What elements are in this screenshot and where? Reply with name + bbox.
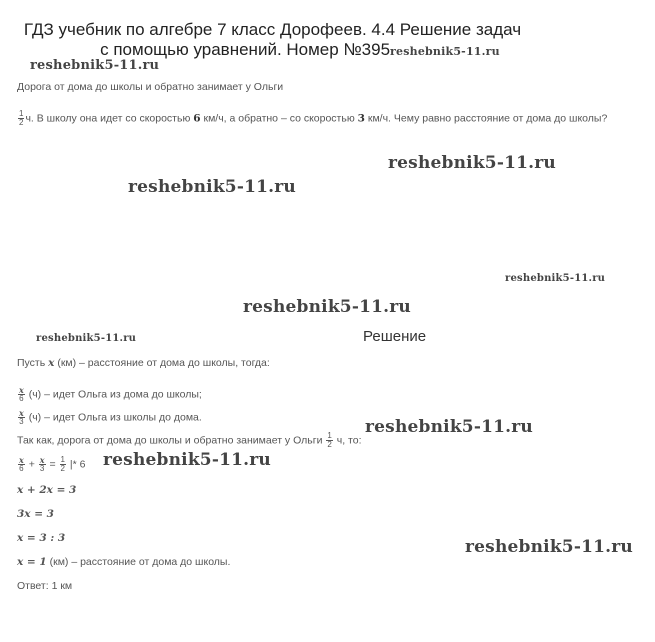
solution-step-2: $\frac{x}{3}$ (ч) – идет Ольга из школы до дома. bbox=[19, 408, 202, 426]
equation-2: x + 2x = 3 bbox=[17, 484, 77, 496]
fraction: $\frac{x}{6}$ bbox=[19, 455, 24, 473]
solution-intro: Пусть x (км) – расстояние от дома до школы, тогда: bbox=[17, 357, 270, 369]
watermark-title: reshebnik5-11.ru bbox=[390, 45, 500, 58]
fraction: $\frac{1}{2}$ bbox=[60, 455, 65, 473]
problem-line-1: Дорога от дома до школы и обратно занимает у Ольги bbox=[17, 81, 284, 93]
solution-step-1: $\frac{x}{6}$ (ч) – идет Ольга из дома до школы; bbox=[19, 385, 202, 403]
watermark-4: reshebnik5-11.ru bbox=[505, 273, 606, 284]
equation-3: 3x = 3 bbox=[17, 508, 54, 520]
equation-1: $\frac{x}{6}$ + $\frac{x}{3}$ = $\frac{1}{2}$ |* 6 bbox=[19, 455, 86, 473]
fraction: $\frac{1}{2}$ bbox=[327, 431, 332, 449]
solution-heading: Решение bbox=[363, 328, 427, 345]
fraction: $\frac{x}{3}$ bbox=[19, 408, 24, 426]
fraction: $\frac{x}{3}$ bbox=[39, 455, 45, 473]
watermark-6: reshebnik5-11.ru bbox=[36, 333, 137, 344]
equation-4: x = 3 : 3 bbox=[17, 532, 66, 544]
watermark-7: reshebnik5-11.ru bbox=[365, 417, 533, 437]
problem-line-2: $\frac{1}{2}$ ч. В школу она идет со скоростью 6 км/ч, а обратно – со скоростью 3 км/ч. Чему равно расстояние от дома до школы? bbox=[19, 109, 608, 127]
watermark-9: reshebnik5-11.ru bbox=[465, 537, 633, 557]
title-line-1: ГДЗ учебник по алгебре 7 класс Дорофеев. 4.4 Решение задач bbox=[23, 20, 522, 39]
equation-5: x = 1 (км) – расстояние от дома до школы. bbox=[17, 556, 231, 568]
fraction: $\frac{x}{6}$ bbox=[19, 385, 24, 403]
solution-since: Так как, дорога от дома до школы и обратно занимает у Ольги $\frac{1}{2}$ ч, то: bbox=[17, 431, 362, 449]
watermark-8: reshebnik5-11.ru bbox=[103, 450, 271, 470]
watermark-1: reshebnik5-11.ru bbox=[30, 58, 160, 73]
fraction: $\frac{1}{2}$ bbox=[19, 109, 24, 127]
title-line-2: с помощью уравнений. Номер №395reshebnik5-11.ru bbox=[100, 40, 500, 59]
watermark-3: reshebnik5-11.ru bbox=[128, 177, 296, 197]
page-title bbox=[0, 20, 545, 62]
watermark-5: reshebnik5-11.ru bbox=[243, 297, 411, 317]
answer: Ответ: 1 км bbox=[17, 580, 73, 592]
watermark-2: reshebnik5-11.ru bbox=[388, 153, 556, 173]
